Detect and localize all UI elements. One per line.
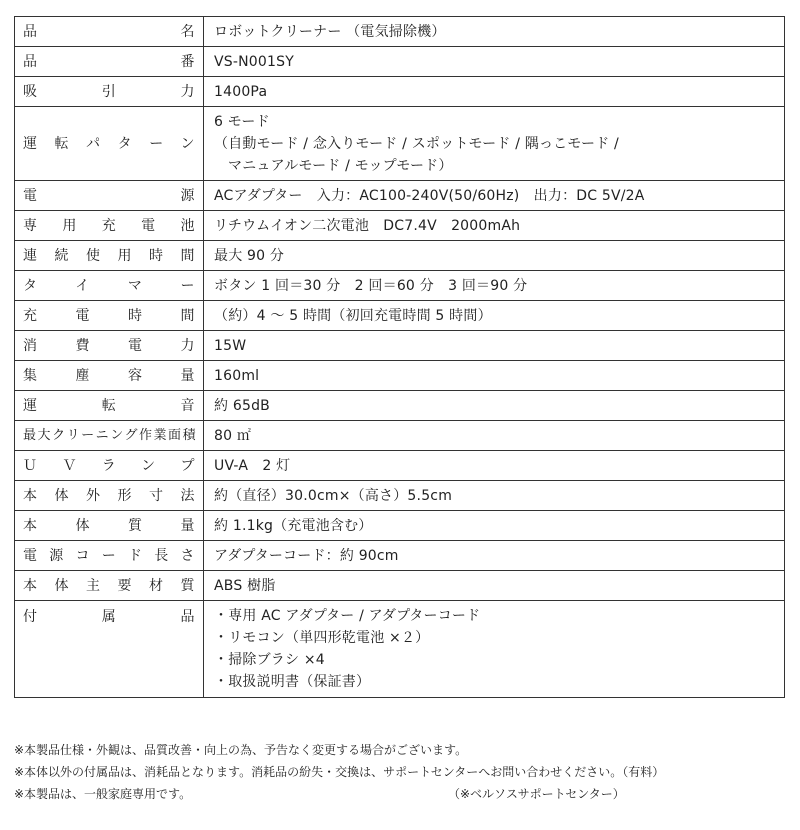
spec-row-operation-pattern (15, 107, 785, 181)
spec-label: ＵＶランプ (15, 451, 204, 481)
spec-row-uv-lamp (15, 451, 785, 481)
spec-label: 最大クリーニング作業面積 (15, 421, 204, 451)
spec-row-battery (15, 211, 785, 241)
spec-label: 消費電力 (15, 331, 204, 361)
spec-value: ロボットクリーナー （電気掃除機） (204, 17, 785, 47)
footnote-support-center: （※ベルソスサポートセンター） (448, 787, 625, 801)
spec-value: 1400Pa (204, 77, 785, 107)
spec-value: リチウムイオン二次電池 DC7.4V 2000mAh (204, 211, 785, 241)
spec-label: 運転音 (15, 391, 204, 421)
spec-value: 15W (204, 331, 785, 361)
spec-row-accessories (15, 601, 785, 698)
spec-label: 連続使用時間 (15, 241, 204, 271)
spec-value (204, 107, 785, 181)
spec-value: VS-N001SY (204, 47, 785, 77)
spec-value-line: ・専用 AC アダプター / アダプターコード (214, 608, 481, 624)
spec-row-noise (15, 391, 785, 421)
footnote-consumables: ※本体以外の付属品は、消耗品となります。消耗品の紛失・交換は、サポートセンターへお問い合わせください。（有料） (14, 765, 665, 779)
spec-row-runtime (15, 241, 785, 271)
spec-label: タイマー (15, 271, 204, 301)
spec-label: 運転パターン (15, 107, 204, 181)
spec-value: ABS 樹脂 (204, 571, 785, 601)
spec-row-product-name (15, 17, 785, 47)
spec-value: 最大 90 分 (204, 241, 785, 271)
footnote-household-use (14, 783, 794, 805)
spec-row-material (15, 571, 785, 601)
spec-value: ボタン 1 回＝30 分 2 回＝60 分 3 回＝90 分 (204, 271, 785, 301)
spec-label: 付属品 (15, 601, 204, 698)
spec-label: 品番 (15, 47, 204, 77)
spec-value: ACアダプター 入力：AC100-240V(50/60Hz) 出力：DC 5V/2A (204, 181, 785, 211)
spec-row-power-source (15, 181, 785, 211)
spec-row-cord-length (15, 541, 785, 571)
spec-value: （約）4 ～ 5 時間（初回充電時間 5 時間） (204, 301, 785, 331)
spec-value: 80 ㎡ (204, 421, 785, 451)
spec-value-line: 6 モード (214, 114, 270, 130)
spec-row-model-number (15, 47, 785, 77)
spec-value-line: ・リモコン（単四形乾電池 ×２） (214, 630, 430, 646)
spec-label: 本体外形寸法 (15, 481, 204, 511)
spec-row-power-consumption (15, 331, 785, 361)
spec-row-charge-time (15, 301, 785, 331)
spec-value: 160ml (204, 361, 785, 391)
spec-row-max-cleaning-area (15, 421, 785, 451)
spec-value: 約 1.1kg（充電池含む） (204, 511, 785, 541)
spec-row-weight (15, 511, 785, 541)
spec-label: 吸引力 (15, 77, 204, 107)
spec-value: 約（直径）30.0cm×（高さ）5.5cm (204, 481, 785, 511)
spec-row-dimensions (15, 481, 785, 511)
spec-label: 集塵容量 (15, 361, 204, 391)
spec-value-line: ・掃除ブラシ ×4 (214, 652, 325, 668)
spec-label: 本体質量 (15, 511, 204, 541)
spec-label: 電源コード長さ (15, 541, 204, 571)
spec-label: 品名 (15, 17, 204, 47)
spec-value-line: ・取扱説明書（保証書） (214, 674, 371, 690)
spec-value: 約 65dB (204, 391, 785, 421)
spec-label: 専用充電池 (15, 211, 204, 241)
spec-row-dust-capacity (15, 361, 785, 391)
spec-value (204, 601, 785, 698)
spec-value: アダプターコード：約 90cm (204, 541, 785, 571)
spec-label: 本体主要材質 (15, 571, 204, 601)
spec-value-line: （自動モード / 念入りモード / スポットモード / 隅っこモード / (214, 136, 619, 152)
spec-label: 充電時間 (15, 301, 204, 331)
footnote-household-text: ※本製品は、一般家庭専用です。 (14, 787, 192, 801)
spec-row-timer (15, 271, 785, 301)
footnote-spec-change: ※本製品仕様・外観は、品質改善・向上の為、予告なく変更する場合がございます。 (14, 743, 468, 757)
spec-value-line: マニュアルモード / モップモード） (228, 158, 453, 174)
spec-row-suction (15, 77, 785, 107)
spec-label: 電源 (15, 181, 204, 211)
footnotes (14, 739, 794, 805)
spec-table (14, 16, 785, 698)
spec-value: UV-A 2 灯 (204, 451, 785, 481)
